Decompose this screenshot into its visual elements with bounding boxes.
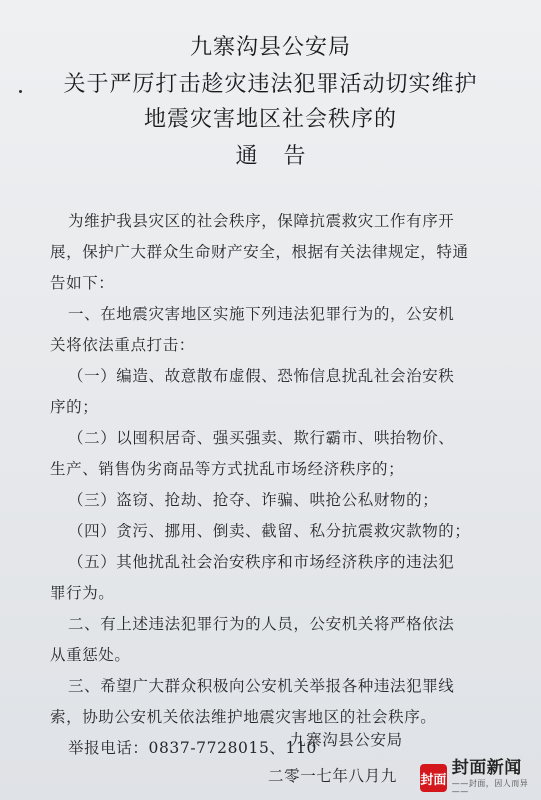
body-line: （四）贪污、挪用、倒卖、截留、私分抗震救灾款物的； [68,522,471,540]
watermark [420,760,541,796]
body-line: （一）编造、故意散布虚假、恐怖信息扰乱社会治安秩 [68,367,455,385]
body-line: 序的； [50,398,99,416]
notice-title-line-1: 关于严厉打击趁灾违法犯罪活动切实维护 [63,72,478,97]
body-line: （三）盗窃、抢劫、抢夺、诈骗、哄抢公私财物的； [68,491,439,509]
body-line: 一、在地震灾害地区实施下列违法犯罪行为的，公安机 [68,305,455,323]
notice-title-line-2: 地震灾害地区社会秩序的 [143,107,397,132]
brand-slogan: ——封面，因人而异—— [451,779,529,796]
body-line: （二）以囤积居奇、强买强卖、欺行霸市、哄抬物价、 [68,429,455,447]
body-line: （五）其他扰乱社会治安秩序和市场经济秩序的违法犯 [68,553,455,571]
body-line: 展，保护广大群众生命财产安全，根据有关法律规定，特通 [50,243,469,261]
body-line: 三、希望广大群众积极向公安机关举报各种违法犯罪线 [68,677,455,695]
body-line: 生产、销售伪劣商品等方式扰乱市场经济秩序的； [50,460,405,478]
body-line: 为维护我县灾区的社会秩序，保障抗震救灾工作有序开 [68,212,455,230]
body-line: 二、有上述违法犯罪行为的人员，公安机关将严格依法 [68,615,455,633]
brand-logo-icon: 封面 [420,764,447,792]
body-line: 索，协助公安机关依法维护地震灾害地区的社会秩序。 [50,708,437,726]
signature-org: 九寨沟县公安局 [290,731,403,749]
body-line: 告如下： [50,274,115,292]
report-phone: 举报电话：0837-7728015、110 [68,739,317,757]
body-line: 罪行为。 [50,584,115,602]
signature-date: 二零一七年八月九 [268,767,397,785]
notice-heading: 通告 [235,144,332,169]
body-line: 关将依法重点打击： [50,336,195,354]
brand-name: 封面新闻 [451,758,522,778]
body-line: 从重惩处。 [50,646,131,664]
issuer-title: 九寨沟县公安局 [189,35,351,60]
